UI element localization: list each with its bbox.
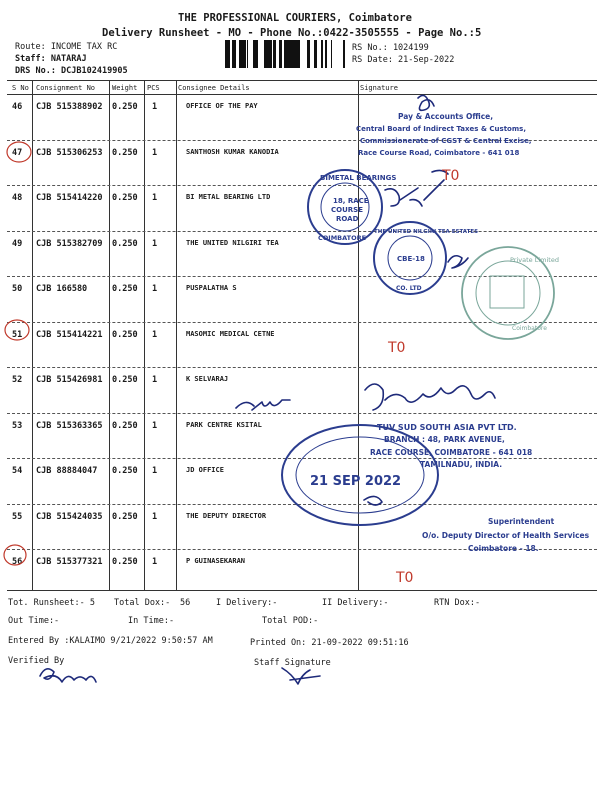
verified-by: Verified By <box>8 656 65 666</box>
row-consignee: P GUINASEKARAN <box>186 557 246 565</box>
row-consignment: CJB 515426981 <box>36 375 103 385</box>
row-pcs: 1 <box>152 147 158 158</box>
private-stamp-text: Coimbatore <box>512 325 547 332</box>
barcode-graphic <box>225 40 347 68</box>
row-sno: 49 <box>12 238 23 249</box>
private-limited-stamp <box>462 247 559 339</box>
rs-date: RS Date: 21-Sep-2022 <box>352 55 455 65</box>
superintendent-line: Coimbatore - 18. <box>468 544 539 553</box>
row-consignee: PUSPALATHA S <box>186 284 237 292</box>
bimetal-stamp-text: COURSE <box>331 206 363 214</box>
row-pcs: 1 <box>152 238 158 249</box>
red-to-mark: T0 <box>442 168 460 184</box>
row-pcs: 1 <box>152 420 158 431</box>
tuv-stamp-line: BRANCH : 48, PARK AVENUE, <box>384 435 505 444</box>
row-sno: 51 <box>12 329 23 340</box>
row-pcs: 1 <box>152 466 158 476</box>
printed-on: Printed On: 21-09-2022 09:51:16 <box>250 638 409 648</box>
row-consignment: CJB 515414220 <box>36 193 103 203</box>
row-pcs: 1 <box>152 511 158 522</box>
row-consignee: PARK CENTRE KSITAL <box>186 420 262 429</box>
superintendent-stamp <box>422 517 590 553</box>
col-sno: S No <box>12 84 29 92</box>
row-weight: 0.250 <box>112 420 138 431</box>
row-sno: 52 <box>12 375 23 385</box>
row-consignee: THE DEPUTY DIRECTOR <box>186 511 267 520</box>
total-runsheet: Tot. Runsheet:- 5 <box>8 598 95 608</box>
pay-stamp-line: Central Board of Indirect Taxes & Customs, <box>356 125 526 133</box>
nilgiri-stamp-text: CBE-18 <box>397 255 425 263</box>
row-consignee: SANTHOSH KUMAR KANODIA <box>186 147 279 156</box>
total-dox-label: Total Dox:- <box>114 598 171 608</box>
row-pcs: 1 <box>152 375 158 385</box>
row-consignee: BI METAL BEARING LTD <box>186 193 271 201</box>
col-weight: Weight <box>112 84 138 92</box>
tuv-sud-stamp <box>370 423 532 469</box>
row-sno: 47 <box>12 147 23 158</box>
row-sno: 54 <box>12 466 23 476</box>
row-pcs: 1 <box>152 329 158 340</box>
row-consignment: CJB 515388902 <box>36 102 103 112</box>
signature-scribble <box>448 256 468 268</box>
row-sno: 53 <box>12 420 23 431</box>
row-weight: 0.250 <box>112 193 138 203</box>
row-consignment: CJB 515382709 <box>36 238 103 249</box>
signature-scribble <box>385 170 448 206</box>
nilgiri-stamp-text: CO. LTD <box>396 285 422 292</box>
signature-scribble <box>40 669 96 682</box>
drs-number: DRS No.: DCJB102419905 <box>15 66 128 76</box>
red-to-mark: T0 <box>396 570 414 586</box>
row-weight: 0.250 <box>112 147 138 158</box>
row-pcs: 1 <box>152 557 158 567</box>
row-consignment: CJB 515377321 <box>36 557 103 567</box>
red-to-mark: T0 <box>388 340 406 356</box>
col-consignee: Consignee Details <box>178 84 250 92</box>
runsheet-title: Delivery Runsheet - MO - Phone No.:0422-3505555 - Page No.:5 <box>102 27 482 39</box>
entered-by: Entered By :KALAIMO 9/21/2022 9:50:57 AM <box>8 636 213 646</box>
row-weight: 0.250 <box>112 557 138 567</box>
signature-scribble <box>418 95 434 110</box>
rtn-dox: RTN Dox:- <box>434 598 481 608</box>
row-consignment: CJB 515363365 <box>36 420 103 431</box>
col-signature: Signature <box>360 84 398 92</box>
row-consignment: CJB 515414221 <box>36 329 103 340</box>
superintendent-line: Superintendent <box>488 517 555 526</box>
row-consignment: CJB 88884047 <box>36 466 98 476</box>
i-delivery: I Delivery:- <box>216 598 278 608</box>
signature-scribble <box>236 400 290 410</box>
superintendent-line: O/o. Deputy Director of Health Services <box>422 531 590 540</box>
col-pcs: PCS <box>147 84 160 92</box>
in-time: In Time:- <box>128 616 175 626</box>
nilgiri-stamp <box>374 222 478 294</box>
row-pcs: 1 <box>152 102 158 112</box>
row-consignee: MASOMIC MEDICAL CETNE <box>186 329 275 338</box>
row-consignee: THE UNITED NILGIRI TEA <box>186 238 279 247</box>
signature-scribble <box>365 384 495 410</box>
barcode <box>225 40 347 68</box>
row-sno: 48 <box>12 193 23 203</box>
row-weight: 0.250 <box>112 238 138 249</box>
company-name: THE PROFESSIONAL COURIERS, Coimbatore <box>178 12 412 24</box>
tuv-stamp-line: TAMILNADU, INDIA. <box>420 460 503 469</box>
signature-scribble <box>282 668 320 684</box>
row-weight: 0.250 <box>112 284 138 294</box>
row-pcs: 1 <box>152 284 158 294</box>
staff: Staff: NATARAJ <box>15 54 87 64</box>
row-weight: 0.250 <box>112 466 138 476</box>
row-weight: 0.250 <box>112 511 138 522</box>
pay-stamp-line: Race Course Road, Coimbatore - 641 018 <box>358 149 520 157</box>
bimetal-stamp-text: 18, RACE <box>333 197 369 205</box>
total-dox-value: 56 <box>180 598 191 608</box>
total-pod: Total POD:- <box>262 616 319 626</box>
row-pcs: 1 <box>152 193 158 203</box>
row-consignee: K SELVARAJ <box>186 375 229 383</box>
route: Route: INCOME TAX RC <box>15 42 118 52</box>
staff-signature: Staff Signature <box>254 658 331 668</box>
row-consignment: CJB 166580 <box>36 284 88 294</box>
row-weight: 0.250 <box>112 102 138 112</box>
date-stamp-text: 21 SEP 2022 <box>310 474 402 489</box>
out-time: Out Time:- <box>8 616 60 626</box>
row-sno: 55 <box>12 511 23 522</box>
row-sno: 56 <box>12 557 23 567</box>
ii-delivery: II Delivery:- <box>322 598 389 608</box>
row-consignee: OFFICE OF THE PAY <box>186 102 258 110</box>
row-consignment: CJB 515424035 <box>36 511 103 522</box>
row-weight: 0.250 <box>112 375 138 385</box>
row-consignment: CJB 515306253 <box>36 147 103 158</box>
pay-accounts-stamp <box>356 112 532 157</box>
row-sno: 50 <box>12 284 23 294</box>
tuv-stamp-line: TUV SUD SOUTH ASIA PVT LTD. <box>377 423 517 432</box>
bimetal-stamp-text: BIMETAL BEARINGS <box>320 174 397 182</box>
pay-stamp-line: Pay & Accounts Office, <box>398 112 494 121</box>
pay-stamp-line: Commissionerate of CGST & Central Excise, <box>360 137 532 145</box>
rs-number: RS No.: 1024199 <box>352 43 429 53</box>
private-stamp-text: Private Limited <box>510 256 559 264</box>
row-consignee: JD OFFICE <box>186 466 224 474</box>
bimetal-stamp-text: ROAD <box>336 215 359 223</box>
date-stamp <box>282 425 438 525</box>
bimetal-stamp-text: COIMBATORE <box>318 234 367 242</box>
tuv-stamp-line: RACE COURSE, COIMBATORE - 641 018 <box>370 448 533 457</box>
nilgiri-stamp-text: THE UNITED NILGIRI TEA ESTATES <box>374 229 479 235</box>
row-sno: 46 <box>12 102 23 112</box>
row-weight: 0.250 <box>112 329 138 340</box>
col-consignment: Consignment No <box>36 84 96 92</box>
bimetal-stamp <box>308 170 396 244</box>
